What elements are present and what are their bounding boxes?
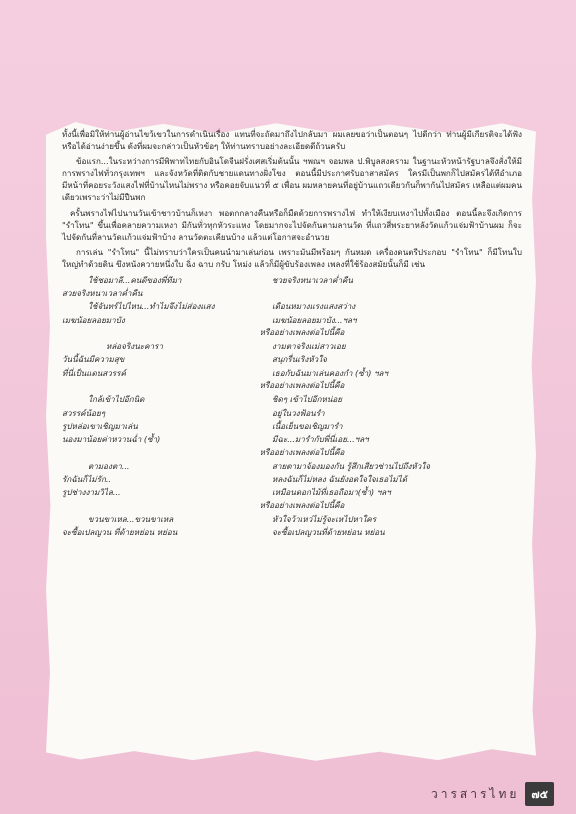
lyric-right: เนื้อเย็นขอเชิญมารำ (272, 420, 343, 431)
lyric-row (62, 419, 522, 432)
lyric-right: ชิดๆ เข้าไปอีกหน่อย (272, 394, 342, 405)
lyric-left: ใช้จันทร์ไปไหน...ทำไมจึงไม่ส่องแสง (88, 301, 215, 312)
lyric-left: สวยจริงหนาเวลาค่ำคืน (62, 287, 143, 298)
lyric-left: สวรรค์น้อยๆ (62, 407, 106, 418)
lyric-row (62, 512, 522, 525)
paragraph: ทั้งนี้เพื่อมิให้ท่านผู้อ่านไขว้เขวในการดำเนินเรื่อง แทนที่จะถัดมาถึงไปกลับมา ผมเลยขอว่าเป็นตอนๆ ไปดีกว่า ท่านผู้มีเกียรติจะได้ฟังหรือได้อ่านง่ายขึ้น ดังที่ผมจะกล่าวเป็นหัวข้อๆ ให้ท่านทราบอย่างละเอียดดีถ้วนครับ (62, 129, 522, 152)
lyric-right: งามตาจริงแม่สาวเอย (272, 341, 346, 352)
lyric-row (62, 486, 522, 499)
lyric-right: หลงฉันก็ไม่หลง ฉันยังอดใจใจเธอไม่ได้ (272, 474, 407, 485)
paragraph: ครั้นพรางไฟไปนานวันเข้าชาวบ้านก็เหงา พอตกกลางคืนหรือก็มืดด้วยการพรางไฟ ทำให้เงียบเหงาไปทั้งเมือง ตอนนี้ละจึงเกิดการ "รำโทน" ขึ้นเพื่อคลายความเหงา มีกันทั่วทุกหัวระแหง โดยมากจะไปจัดกันตามลานวัด ที่แถวสี่พระยาหลังวัดแก้วแจ่มฟ้าบ้านผม ก็จะไปจัดกันที่ลานวัดแก้วแจ่มฟ้าบ้าง ลานวัดตะเคียนบ้าง แล้วแต่โอกาสจะอำนวย (62, 207, 522, 242)
lyric-left: ใช้ชอมาลี...คนดีของพี่ทีมา (88, 274, 182, 285)
lyric-row (62, 433, 522, 446)
song-intro-line: หรืออย่างเพลงต่อไปนี้คือ (259, 380, 345, 391)
lyric-right: หัวใจว้าเหว่ไม่รู้จะเหไปหาใคร (272, 513, 377, 524)
lyric-right: เหมือนดอกไม้ที่เธอถือมา(ซ้ำ) ฯลฯ (272, 487, 391, 498)
lyric-row (62, 472, 522, 485)
lyric-left: ใกล้เข้าไปอีกนิด (88, 394, 145, 405)
lyric-right: มีฉะ...มารำกับพี่นี่เอย...ฯลฯ (272, 434, 369, 445)
lyric-row (62, 273, 522, 286)
lyric-row (62, 366, 522, 379)
lyric-right: ชวยจริงหนาเวลาค่ำคืน (272, 274, 353, 285)
lyric-right: อยู่ในวงฟ้อนรำ (272, 407, 325, 418)
lyric-left: จะซื้อเปลญวน ที่ด้ายหย่อน หย่อน (62, 527, 178, 538)
song-intro-line: หรืออย่างเพลงต่อไปนี้คือ (259, 327, 345, 338)
lyric-left: หล่อจริงนะคารา (106, 341, 163, 352)
lyric-left: ตามองตา... (88, 460, 130, 471)
lyric-row (62, 353, 522, 366)
lyric-right: สนุกรื่นเริงหัวใจ (272, 354, 327, 365)
article-body (62, 128, 522, 539)
lyric-right: เมฆน้อยลอยมาบัง...ฯลฯ (272, 314, 357, 325)
paragraph: ข้อแรก...ในระหว่างการมีพิพาทไทยกับอินโดจีนฝรั่งเศสเริ่มต้นนั้น ฯพณฯ จอมพล ป.พิบูลสงคราม ในฐานะหัวหน้ารัฐบาลจึงสั่งให้มีการพรางไฟทั่วกรุงเทพฯ และจังหวัดที่ติดกับชายแดนทางฝั่งโขง ตอนนี้มีประกาศรับอาสาสมัคร ใครมีเป็นพกก็ไปสมัครได้ทีอำเภอ มีหน้าที่คอยระวังแสงไฟที่บ้านไหนไม่พราง หรือคอยจับแนวที่ ๕ เพื่อน ผมหลายคนที่อยู่บ้านแถวเดียวกันก็พากันไปสมัคร เหลือแต่ผมคนเดียวเพราะว่าไม่มีปืนพก (62, 156, 522, 203)
lyric-row (62, 526, 522, 539)
lyric-left: รูปหล่อเขาเชิญมาเล่น (62, 420, 138, 431)
lyric-row (62, 459, 522, 472)
song-lyrics (62, 273, 522, 539)
lyric-left: เมฆน้อยลอยมาบัง (62, 314, 125, 325)
lyric-left: รักฉันก็ไม่รัก.. (62, 474, 111, 485)
lyric-row (62, 286, 522, 299)
lyric-row (62, 406, 522, 419)
song-intro-line: หรืออย่างเพลงต่อไปนี้คือ (259, 500, 345, 511)
page-number: ๗๕ (525, 782, 554, 806)
lyric-row (62, 340, 522, 353)
lyric-left: วันนี้ฉันมีความสุข (62, 354, 125, 365)
page-footer (431, 784, 554, 804)
lyric-right: สายตามาจ้องมองกัน รู้สึกเสียวซ่านไปถึงหัวใจ (272, 460, 431, 471)
song-intro-line: หรืออย่างเพลงต่อไปนี้คือ (259, 446, 345, 457)
lyric-row (62, 313, 522, 326)
lyric-left: นองมาน้อยค่าหวานฉ่ำ (ซ้ำ) (62, 434, 161, 445)
lyric-left: ที่นี่เป็นแดนสวรรค์ (62, 367, 126, 378)
lyric-right: จะซื้อเปลญวนที่ด้ายหย่อน หย่อน (272, 527, 385, 538)
lyric-left: ขวนขาเหล...ขวนขาเหล (88, 513, 174, 524)
magazine-name: วารสารไทย (430, 786, 520, 801)
paragraph: การเล่น "รำโทน" นี้ไม่ทราบว่าใครเป็นคนนำมาเล่นก่อน เพราะมันมีพร้อมๆ กันหมด เครื่องดนตรีประกอบ "รำโทน" ก็มีโทนใบใหญ่ทำด้วยดิน ขึงหนังควายหนึ่งใบ ฉิ่ง ฉาบ กรับ โหม่ง แล้วก็มีผู้ขับร้องเพลง เพลงที่ใช้ร้องสมัยนั้นก็มี เช่น (62, 246, 522, 269)
lyric-left: รูปช่างงามวิไล... (62, 487, 121, 498)
lyric-row (62, 300, 522, 313)
lyric-row (62, 393, 522, 406)
lyric-right: เดือนหมางแรงแสงสว่าง (272, 301, 356, 312)
lyric-right: เธอกับฉันมาเล่นคองกำ (ซ้ำ) ฯลฯ (272, 367, 389, 378)
